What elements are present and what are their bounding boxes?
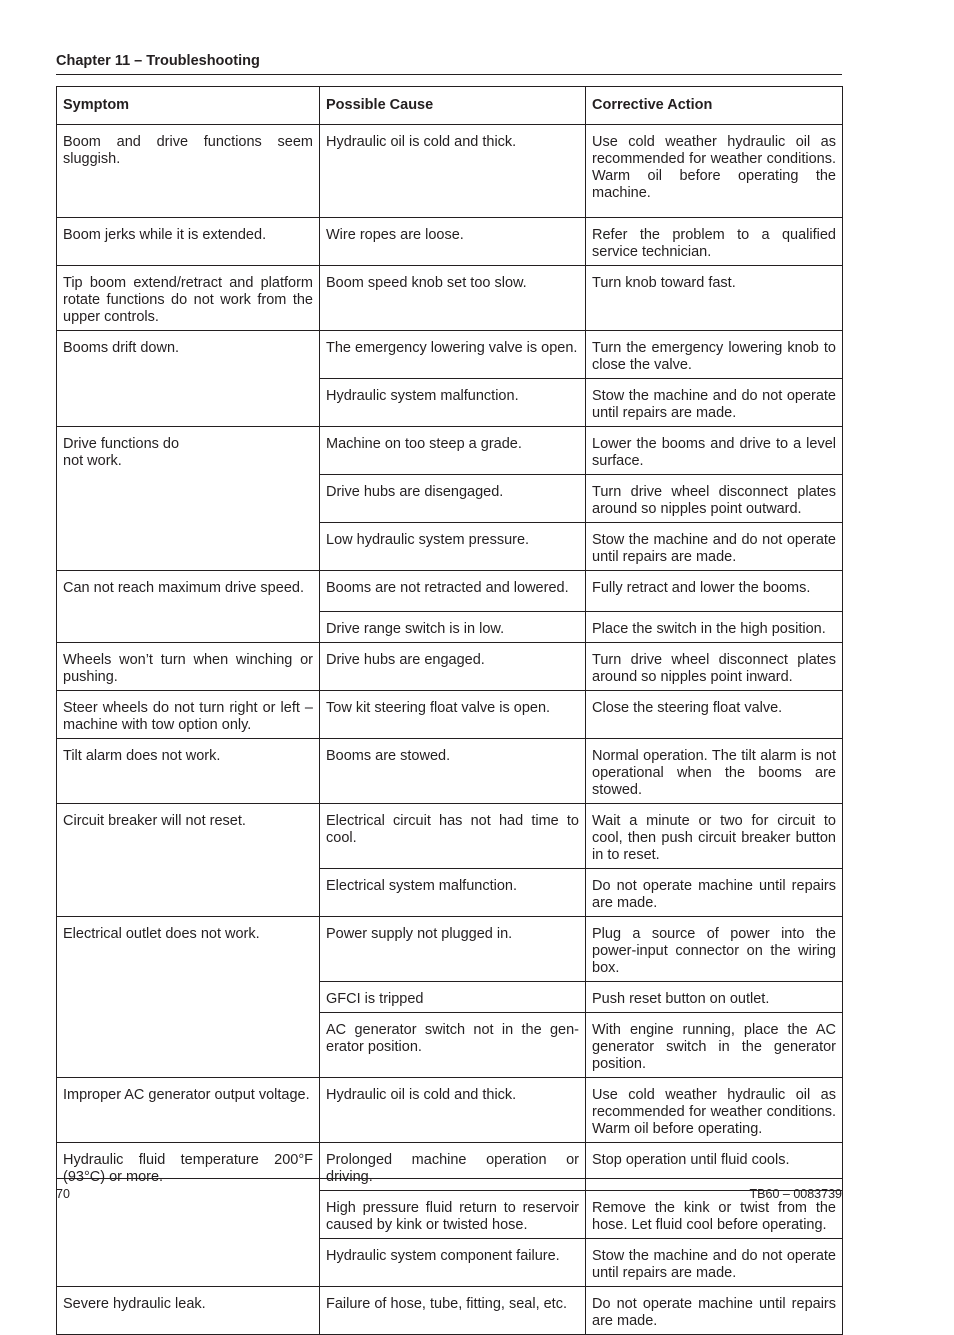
possible-cause-cell: Failure of hose, tube, fitting, seal, etc. bbox=[320, 1287, 586, 1335]
corrective-action-cell: Use cold weather hydraulic oil as recommended for weather conditions. Warm oil before operating the machine. bbox=[586, 125, 843, 218]
symptom-cell: Tip boom extend/retract and platform rotate functions do not work from the upper controls. bbox=[57, 266, 320, 331]
symptom-cell: Boom jerks while it is extended. bbox=[57, 218, 320, 266]
possible-cause-cell: The emergency lowering valve is open. bbox=[320, 331, 586, 379]
possible-cause-cell: Power supply not plugged in. bbox=[320, 917, 586, 982]
corrective-action-cell: Wait a minute or two for circuit to cool, then push circuit breaker button in to reset. bbox=[586, 804, 843, 869]
possible-cause-cell: Prolonged machine operation or driving. bbox=[320, 1143, 586, 1191]
possible-cause-cell: Electrical circuit has not had time to cool. bbox=[320, 804, 586, 869]
table-body bbox=[57, 125, 843, 1335]
corrective-action-cell: Stow the machine and do not operate until repairs are made. bbox=[586, 523, 843, 571]
possible-cause-cell: Tow kit steering float valve is open. bbox=[320, 691, 586, 739]
symptom-cell: Booms drift down. bbox=[57, 331, 320, 427]
corrective-action-cell: Place the switch in the high position. bbox=[586, 612, 843, 643]
corrective-action-cell: Push reset button on outlet. bbox=[586, 982, 843, 1013]
table-row bbox=[57, 1143, 843, 1191]
corrective-action-cell: Turn knob toward fast. bbox=[586, 266, 843, 331]
possible-cause-cell: Drive hubs are engaged. bbox=[320, 643, 586, 691]
page-number: 70 bbox=[56, 1187, 70, 1201]
table-row bbox=[57, 218, 843, 266]
table-row bbox=[57, 917, 843, 982]
document-id: TB60 – 0083739 bbox=[749, 1187, 842, 1201]
corrective-action-cell: Turn drive wheel disconnect plates around so nipples point inward. bbox=[586, 643, 843, 691]
symptom-cell: Improper AC generator output voltage. bbox=[57, 1078, 320, 1143]
possible-cause-cell: Booms are not retracted and lowered. bbox=[320, 571, 586, 612]
corrective-action-cell: Stow the machine and do not operate until repairs are made. bbox=[586, 1239, 843, 1287]
table-header-row bbox=[57, 87, 843, 125]
table-row bbox=[57, 1078, 843, 1143]
corrective-action-cell: Do not operate machine until repairs are made. bbox=[586, 869, 843, 917]
corrective-action-cell: Use cold weather hydraulic oil as recommended for weather conditions. Warm oil before operating. bbox=[586, 1078, 843, 1143]
footer-rule bbox=[56, 1178, 842, 1179]
table-row bbox=[57, 331, 843, 379]
possible-cause-cell: Booms are stowed. bbox=[320, 739, 586, 804]
symptom-cell: Can not reach maximum drive speed. bbox=[57, 571, 320, 643]
table-row bbox=[57, 804, 843, 869]
corrective-action-cell: Fully retract and lower the booms. bbox=[586, 571, 843, 612]
symptom-cell: Severe hydraulic leak. bbox=[57, 1287, 320, 1335]
possible-cause-cell: Hydraulic oil is cold and thick. bbox=[320, 125, 586, 218]
corrective-action-cell: Do not operate machine until repairs are made. bbox=[586, 1287, 843, 1335]
possible-cause-cell: Hydraulic system component failure. bbox=[320, 1239, 586, 1287]
symptom-cell: Electrical outlet does not work. bbox=[57, 917, 320, 1078]
corrective-action-column-header: Corrective Action bbox=[586, 87, 843, 125]
table-row bbox=[57, 643, 843, 691]
possible-cause-cell: Wire ropes are loose. bbox=[320, 218, 586, 266]
possible-cause-cell: Machine on too steep a grade. bbox=[320, 427, 586, 475]
possible-cause-cell: Hydraulic oil is cold and thick. bbox=[320, 1078, 586, 1143]
table-row bbox=[57, 691, 843, 739]
symptom-cell: Steer wheels do not turn right or left – machine with tow option only. bbox=[57, 691, 320, 739]
possible-cause-cell: Drive range switch is in low. bbox=[320, 612, 586, 643]
symptom-cell: Drive functions do not work. bbox=[57, 427, 320, 571]
chapter-heading: Chapter 11 – Troubleshooting bbox=[56, 53, 260, 69]
table-row bbox=[57, 125, 843, 218]
corrective-action-cell: Refer the problem to a qualified service technician. bbox=[586, 218, 843, 266]
corrective-action-cell: Remove the kink or twist from the hose. Let fluid cool before operating. bbox=[586, 1191, 843, 1239]
possible-cause-cell: High pressure fluid return to reservoir caused by kink or twisted hose. bbox=[320, 1191, 586, 1239]
table-row bbox=[57, 266, 843, 331]
corrective-action-cell: Stow the machine and do not operate until repairs are made. bbox=[586, 379, 843, 427]
possible-cause-cell: Electrical system malfunction. bbox=[320, 869, 586, 917]
corrective-action-cell: Stop operation until fluid cools. bbox=[586, 1143, 843, 1191]
corrective-action-cell: Lower the booms and drive to a level surface. bbox=[586, 427, 843, 475]
table-row bbox=[57, 571, 843, 612]
possible-cause-cell: AC generator switch not in the generator position. bbox=[320, 1013, 586, 1078]
corrective-action-cell: Turn the emergency lowering knob to close the valve. bbox=[586, 331, 843, 379]
possible-cause-cell: Hydraulic system malfunction. bbox=[320, 379, 586, 427]
possible-cause-cell: Drive hubs are disengaged. bbox=[320, 475, 586, 523]
table-row bbox=[57, 427, 843, 475]
table-row bbox=[57, 1287, 843, 1335]
corrective-action-cell: Normal operation. The tilt alarm is not operational when the booms are stowed. bbox=[586, 739, 843, 804]
corrective-action-cell: With engine running, place the AC generator switch in the generator position. bbox=[586, 1013, 843, 1078]
header-rule bbox=[56, 74, 842, 75]
symptom-cell: Hydraulic fluid temperature 200°F (93°C) or more. bbox=[57, 1143, 320, 1287]
symptom-cell: Circuit breaker will not reset. bbox=[57, 804, 320, 917]
troubleshooting-table bbox=[56, 86, 843, 1335]
possible-cause-column-header: Possible Cause bbox=[320, 87, 586, 125]
symptom-column-header: Symptom bbox=[57, 87, 320, 125]
possible-cause-cell: Low hydraulic system pressure. bbox=[320, 523, 586, 571]
symptom-cell: Wheels won’t turn when winching or pushing. bbox=[57, 643, 320, 691]
possible-cause-cell: Boom speed knob set too slow. bbox=[320, 266, 586, 331]
symptom-cell: Boom and drive functions seem sluggish. bbox=[57, 125, 320, 218]
corrective-action-cell: Turn drive wheel disconnect plates around so nipples point outward. bbox=[586, 475, 843, 523]
corrective-action-cell: Close the steering float valve. bbox=[586, 691, 843, 739]
corrective-action-cell: Plug a source of power into the power-input connector on the wiring box. bbox=[586, 917, 843, 982]
table-row bbox=[57, 739, 843, 804]
symptom-cell: Tilt alarm does not work. bbox=[57, 739, 320, 804]
possible-cause-cell: GFCI is tripped bbox=[320, 982, 586, 1013]
